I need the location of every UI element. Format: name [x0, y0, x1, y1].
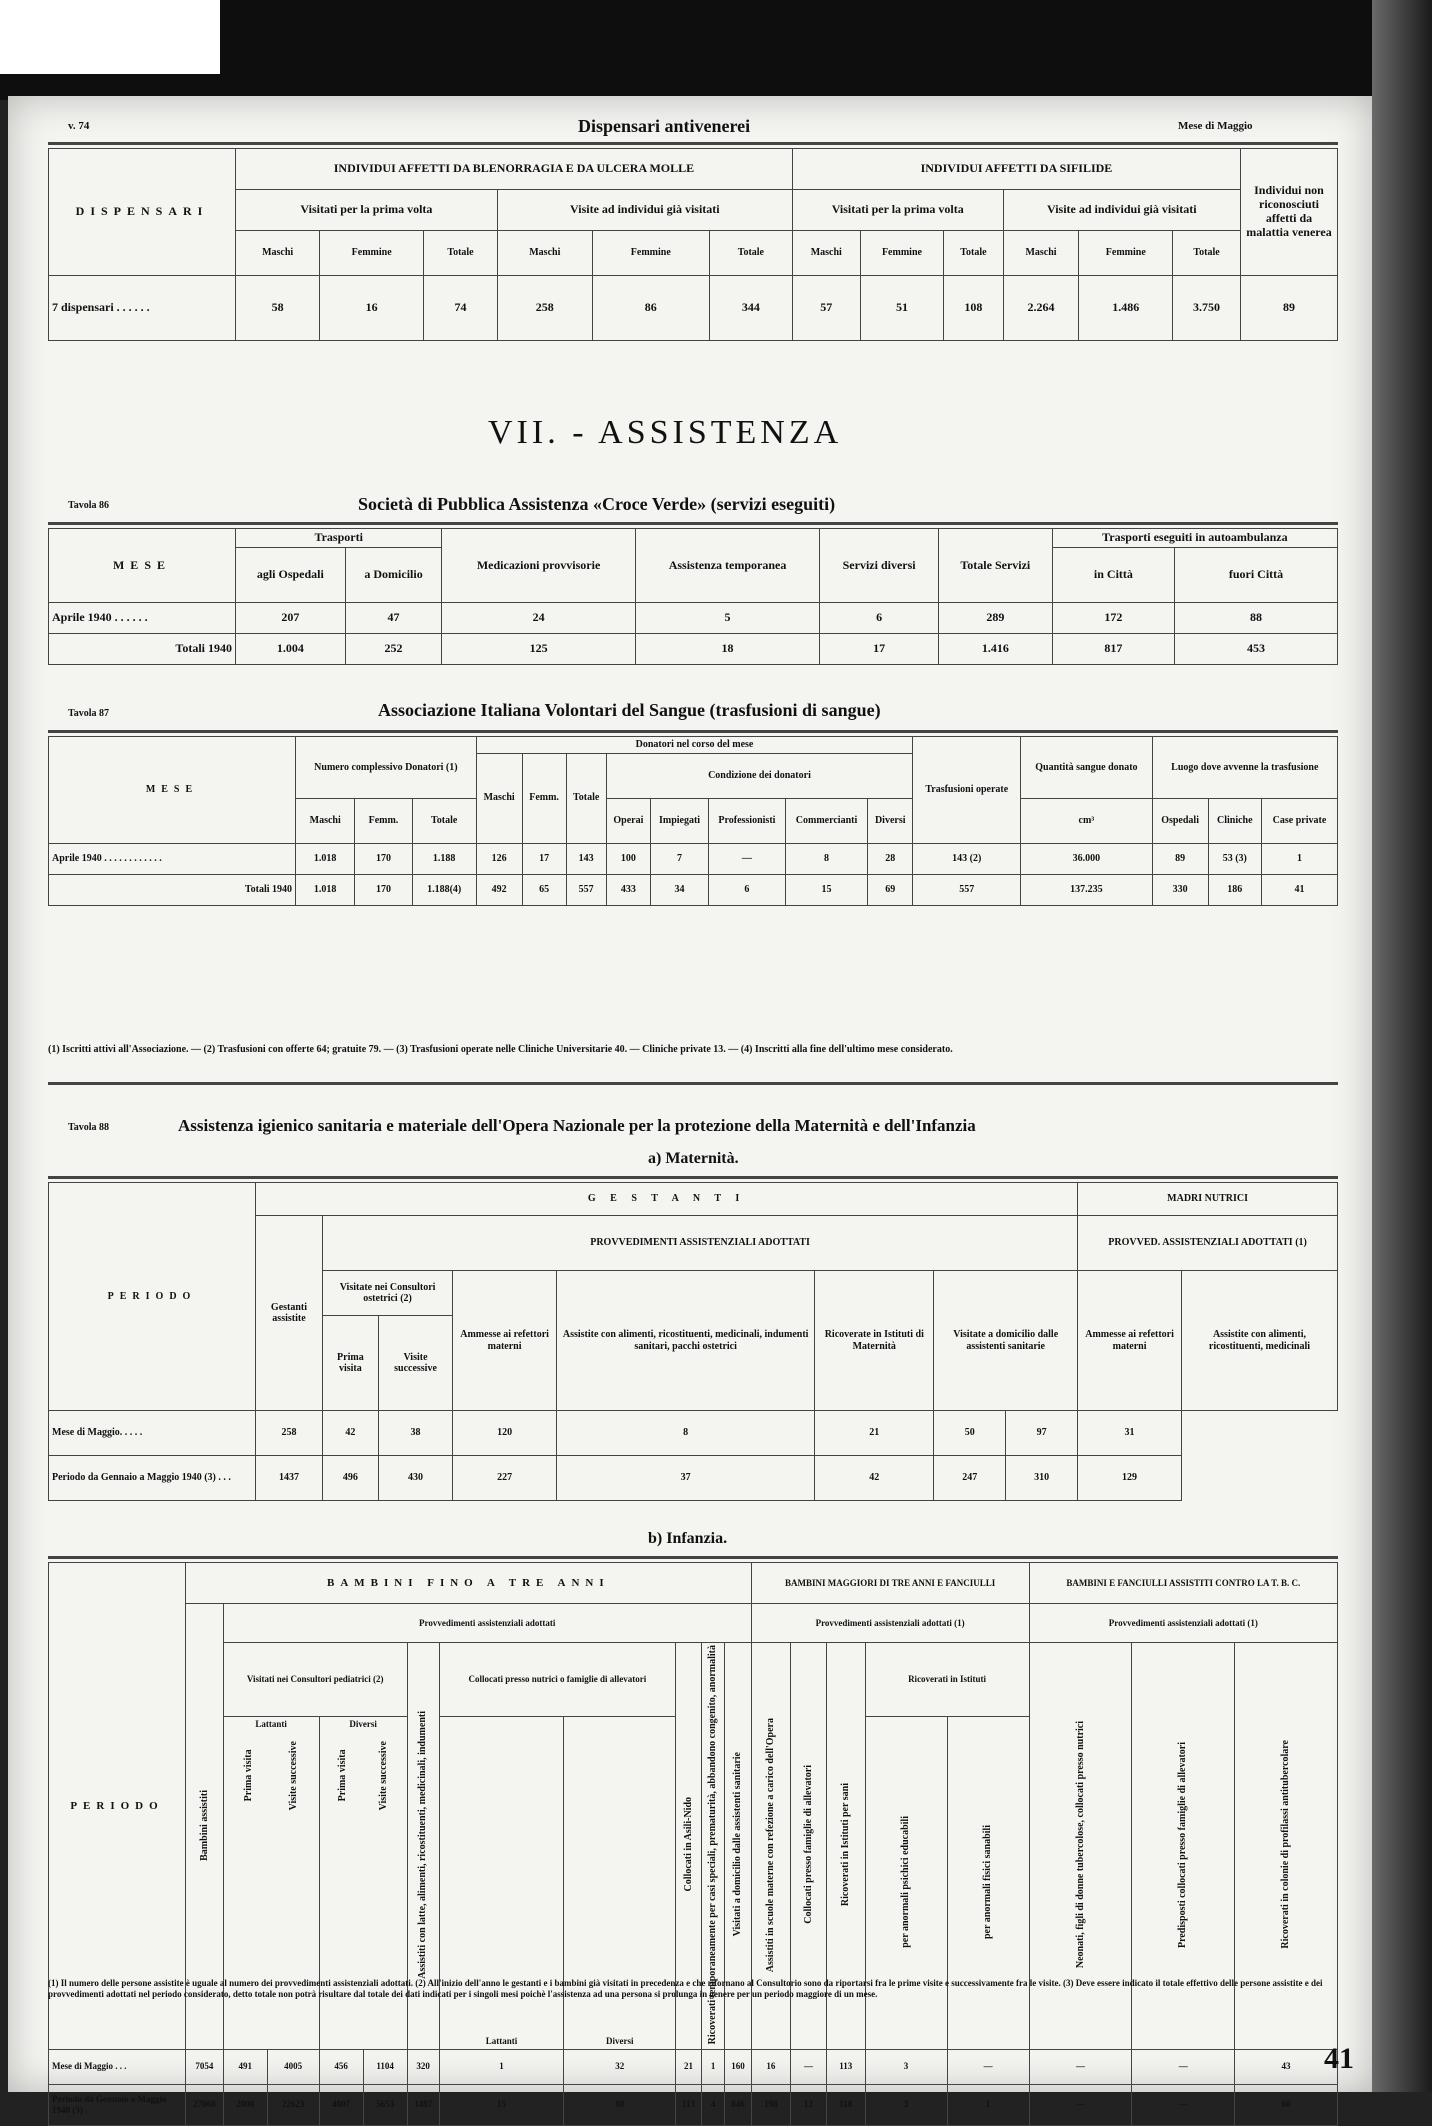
col-totale: Totale [944, 231, 1003, 276]
cell: 24 [442, 602, 635, 633]
cell: 2000 [223, 2084, 267, 2125]
cell: 252 [345, 633, 442, 664]
header-ospedali: Ospedali [1152, 798, 1208, 843]
header-maschi: Maschi [476, 753, 522, 843]
cell: 89 [1152, 843, 1208, 874]
cell: 143 (2) [913, 843, 1021, 874]
vertical-label: Visitati a domicilio dalle assistenti sanitarie [732, 1752, 744, 1937]
cell: 1.018 [296, 843, 355, 874]
header-servizi-diversi: Servizi diversi [820, 529, 939, 603]
cell: 113 [826, 2049, 865, 2084]
cell: 58 [236, 276, 320, 341]
cell: 1.188 [412, 843, 476, 874]
cell: 65 [522, 874, 566, 905]
cell: 817 [1052, 633, 1174, 664]
vertical-label: Prima visita [337, 1750, 349, 1803]
table-87-title: Associazione Italiana Volontari del Sangue (trasfusioni di sangue) [378, 700, 881, 720]
row-label: Mese di Maggio . . . [49, 2049, 186, 2084]
cell: 15 [439, 2084, 564, 2125]
cell: 846 [725, 2084, 751, 2125]
table-row [49, 1456, 1338, 1501]
header-numero-donatori: Numero complessivo Donatori (1) [296, 737, 477, 799]
rule [48, 1556, 1338, 1559]
header-luogo: Luogo dove avvenne la trasfusione [1152, 737, 1337, 799]
header-ammesse-refettori-2: Ammesse ai refettori materni [1078, 1271, 1182, 1411]
table-88a [48, 1182, 1338, 1501]
header-quantita: Quantità sangue donato [1021, 737, 1152, 799]
cell: 3 [865, 2084, 947, 2125]
cell: 491 [223, 2049, 267, 2084]
header-visitati-consultori: Visitati nei Consultori pediatrici (2) [223, 1643, 407, 1717]
cell: 38 [378, 1411, 452, 1456]
cell: 170 [355, 843, 412, 874]
row-label: Periodo da Gennaio a Maggio 1940 (3) . [49, 2084, 186, 2125]
cell: 186 [1208, 874, 1261, 905]
cell: 12 [791, 2084, 827, 2125]
cell: 258 [497, 276, 592, 341]
header-medicazioni: Medicazioni provvisorie [442, 529, 635, 603]
header-totale: Totale [566, 753, 606, 843]
col-femmine: Femmine [860, 231, 944, 276]
table-row [49, 874, 1338, 905]
vertical-label: Visite successive [377, 1741, 389, 1811]
cell: 330 [1152, 874, 1208, 905]
cell: 3.750 [1173, 276, 1241, 341]
cell: 1487 [407, 2084, 439, 2125]
header-totale-servizi: Totale Servizi [938, 529, 1052, 603]
table-87-tab-label: Tavola 87 [68, 708, 110, 719]
cell: 247 [934, 1456, 1006, 1501]
header-provvedimenti: PROVVEDIMENTI ASSISTENZIALI ADOTTATI [322, 1216, 1077, 1271]
rule [48, 1082, 1338, 1085]
header-assistite-2: Assistite con alimenti, ricostituenti, medicinali [1181, 1271, 1337, 1411]
cell: 57 [792, 276, 860, 341]
cell: 557 [566, 874, 606, 905]
cell: 43 [1235, 2049, 1338, 2084]
cell: 344 [709, 276, 792, 341]
cell: 27060 [186, 2084, 224, 2125]
cell: — [1029, 2084, 1132, 2125]
header-assistenza: Assistenza temporanea [635, 529, 820, 603]
table-row [49, 2084, 1338, 2125]
header-visitate-domicilio: Visitate a domicilio dalle assistenti sanitarie [934, 1271, 1078, 1411]
cell: 8 [785, 843, 867, 874]
cell: 86 [592, 276, 709, 341]
header-bambini-tre-anni: BAMBINI FINO A TRE ANNI [186, 1563, 752, 1604]
header-gestanti-assistite: Gestanti assistite [256, 1216, 323, 1411]
header-assistite-alimenti: Assistite con alimenti, ricostituenti, medicinali, indumenti sanitari, pacchi ostetrici [556, 1271, 814, 1411]
header-ammesse-refettori: Ammesse ai refettori materni [453, 1271, 557, 1411]
cell: 21 [676, 2049, 702, 2084]
cell: 97 [1006, 1411, 1078, 1456]
header-visitate-consultori: Visitate nei Consultori ostetrici (2) [322, 1271, 452, 1316]
cell: 1437 [256, 1456, 323, 1501]
cell: 160 [725, 2049, 751, 2084]
rule [48, 142, 1338, 145]
header-cliniche: Cliniche [1208, 798, 1261, 843]
cell: 1.486 [1079, 276, 1173, 341]
table-88-tab-label: Tavola 88 [68, 1122, 110, 1133]
document-page [8, 96, 1372, 2115]
cell: — [708, 843, 785, 874]
page-number: 41 [1324, 2042, 1354, 2075]
cell: 69 [868, 874, 913, 905]
cell: 125 [442, 633, 635, 664]
cell: 5653 [363, 2084, 407, 2125]
cell: 3 [865, 2049, 947, 2084]
cell: 28 [868, 843, 913, 874]
diversi-subheaders [323, 1741, 404, 1810]
col-totale: Totale [1173, 231, 1241, 276]
cell: 1.018 [296, 874, 355, 905]
cell: 456 [319, 2049, 363, 2084]
cell: 207 [236, 602, 346, 633]
cell: 53 (3) [1208, 843, 1261, 874]
col-totale: Totale [424, 231, 498, 276]
header-professionisti: Professionisti [708, 798, 785, 843]
vertical-label: Prima visita [243, 1750, 255, 1803]
subtitle-maternita: a) Maternità. [648, 1150, 739, 1167]
row-label: Totali 1940 [49, 633, 236, 664]
cell: 170 [355, 874, 412, 905]
header-ricoverate: Ricoverate in Istituti di Maternità [815, 1271, 934, 1411]
header-sifilide: INDIVIDUI AFFETTI DA SIFILIDE [792, 149, 1240, 190]
header-domicilio: a Domicilio [345, 547, 442, 602]
table-88b [48, 1562, 1338, 2126]
header-lattanti-2: Lattanti [439, 1717, 564, 2050]
col-maschi: Maschi [497, 231, 592, 276]
header-mese: MESE [49, 529, 236, 603]
cell: 4007 [319, 2084, 363, 2125]
cell: 6 [820, 602, 939, 633]
rule [48, 730, 1338, 733]
header-diversi-2: Diversi [564, 1717, 676, 2050]
col-maschi: Maschi [792, 231, 860, 276]
table-74-tab-label: v. 74 [68, 120, 90, 132]
vertical-label: Assistiti con latte, alimenti, ricostituenti, medicinali, indumenti [417, 1710, 429, 1979]
header-femm: Femm. [355, 798, 412, 843]
cell: 5 [635, 602, 820, 633]
cell: 1.004 [236, 633, 346, 664]
header-condizione: Condizione dei donatori [606, 753, 913, 798]
header-visite-successive: Visite successive [378, 1316, 452, 1411]
vertical-label: Ricoverati in colonie di profilassi antitubercolare [1280, 1740, 1292, 1949]
table-87-notes: (1) Iscritti attivi all'Associazione. — (2) Trasfusioni con offerte 64; gratuite 79. — (3) Trasfusioni operate nelle Cliniche Universitarie 40. — Cliniche private 13. — (4) Inscritti alla fine dell'ultimo mese considerato. [48, 1044, 953, 1055]
col-totale: Totale [709, 231, 792, 276]
col-femmine: Femmine [320, 231, 424, 276]
col-femmine: Femmine [592, 231, 709, 276]
vertical-label: Assistiti in scuole materne con refezione a carico dell'Opera [765, 1717, 777, 1972]
cell: 129 [1078, 1456, 1182, 1501]
vertical-label: Predisposti collocati presso famiglie di allevatori [1177, 1741, 1189, 1948]
cell: 492 [476, 874, 522, 905]
cell: 88 [1175, 602, 1338, 633]
header-provvedimenti-2: Provvedimenti assistenziali adottati (1) [751, 1604, 1029, 1643]
cell: 126 [476, 843, 522, 874]
header-case-private: Case private [1261, 798, 1337, 843]
cell: 453 [1175, 633, 1338, 664]
table-74 [48, 148, 1338, 341]
table-row [49, 633, 1338, 664]
table-row [49, 276, 1338, 341]
table-86-tab-label: Tavola 86 [68, 500, 110, 511]
cell: 51 [860, 276, 944, 341]
row-label: Periodo da Gennaio a Maggio 1940 (3) . . . [49, 1456, 256, 1501]
cell: 118 [826, 2084, 865, 2125]
cell: 21 [815, 1411, 934, 1456]
table-86-title: Società di Pubblica Assistenza «Croce Verde» (servizi eseguiti) [358, 494, 836, 514]
table-87 [48, 736, 1338, 906]
header-maschi: Maschi [296, 798, 355, 843]
header-femm: Femm. [522, 753, 566, 843]
section-title: VII. - ASSISTENZA [488, 414, 843, 451]
header-dispensari: DISPENSARI [49, 149, 236, 276]
cell: 2.264 [1003, 276, 1079, 341]
cell: 4005 [267, 2049, 319, 2084]
cell: 74 [424, 276, 498, 341]
month-label: Mese di Maggio [1178, 120, 1253, 132]
header-tbc: BAMBINI E FANCIULLI ASSISTITI CONTRO LA T. B. C. [1029, 1563, 1337, 1604]
header-commercianti: Commercianti [785, 798, 867, 843]
cell: 120 [453, 1411, 557, 1456]
table-row [49, 843, 1338, 874]
vertical-label: Visite successive [287, 1741, 299, 1811]
cell: 6 [708, 874, 785, 905]
cell: 198 [751, 2084, 791, 2125]
cell: — [1132, 2084, 1235, 2125]
header-madri-nutrici: MADRI NUTRICI [1078, 1183, 1338, 1216]
cell: 1 [439, 2049, 564, 2084]
scan-page-edge [1372, 0, 1432, 2092]
row-label: Totali 1940 [49, 874, 296, 905]
cell: 89 [1241, 276, 1338, 341]
rule [48, 522, 1338, 525]
header-visitati-prima-2: Visitati per la prima volta [792, 190, 1003, 231]
vertical-label: Neonati, figli di donne tubercolose, collocati presso nutrici [1074, 1721, 1086, 1969]
cell: 1104 [363, 2049, 407, 2084]
col-femmine: Femmine [1079, 231, 1173, 276]
cell: 8 [556, 1411, 814, 1456]
cell: 34 [651, 874, 709, 905]
cell: 37 [556, 1456, 814, 1501]
table-86 [48, 528, 1338, 665]
row-label: 7 dispensari . . . . . . [49, 276, 236, 341]
header-gestanti: G E S T A N T I [256, 1183, 1078, 1216]
cell: 430 [378, 1456, 452, 1501]
table-88-title: Assistenza igienico sanitaria e materiale dell'Opera Nazionale per la protezione della Maternità e dell'Infanzia [178, 1116, 976, 1135]
cell: 16 [751, 2049, 791, 2084]
cell: 310 [1006, 1456, 1078, 1501]
vertical-label: per anormali fisici sanabili [982, 1824, 994, 1939]
header-citta: in Città [1052, 547, 1174, 602]
vertical-label: Ricoverati in Istituti per sani [839, 1783, 851, 1907]
cell: 137.235 [1021, 874, 1152, 905]
cell: 15 [785, 874, 867, 905]
cell: 1.188(4) [412, 874, 476, 905]
header-diversi: Diversi [868, 798, 913, 843]
cell: 227 [453, 1456, 557, 1501]
cell: 7 [651, 843, 709, 874]
cell: — [947, 2049, 1029, 2084]
header-ricoverati-istituti: Ricoverati in Istituti [865, 1643, 1029, 1717]
cell: 7054 [186, 2049, 224, 2084]
cell: 18 [635, 633, 820, 664]
header-bambini-maggiori: BAMBINI MAGGIORI DI TRE ANNI E FANCIULLI [751, 1563, 1029, 1604]
row-label: Aprile 1940 . . . . . . . . . . . . [49, 843, 296, 874]
header-ospedali: agli Ospedali [236, 547, 346, 602]
cell: 17 [522, 843, 566, 874]
cell: 143 [566, 843, 606, 874]
cell: — [1132, 2049, 1235, 2084]
cell: 100 [606, 843, 650, 874]
header-visitati-prima: Visitati per la prima volta [236, 190, 498, 231]
vertical-label: Collocati presso famiglie di allevatori [802, 1765, 814, 1924]
cell: 60 [1235, 2084, 1338, 2125]
header-fuori-citta: fuori Città [1175, 547, 1338, 602]
header-periodo: PERIODO [49, 1563, 186, 2050]
row-label: Aprile 1940 . . . . . . [49, 602, 236, 633]
header-trasfusioni: Trasfusioni operate [913, 737, 1021, 844]
cell: — [1029, 2049, 1132, 2084]
header-prima-visita: Prima visita [322, 1316, 378, 1411]
header-provvedimenti-3: Provvedimenti assistenziali adottati (1) [1029, 1604, 1337, 1643]
cell: 172 [1052, 602, 1174, 633]
header-operai: Operai [606, 798, 650, 843]
vertical-label: Bambini assistiti [198, 1789, 210, 1861]
subtitle-infanzia: b) Infanzia. [648, 1530, 728, 1547]
header-mese: MESE [49, 737, 296, 844]
cell: 1 [1261, 843, 1337, 874]
header-autoambulanza: Trasporti eseguiti in autoambulanza [1052, 529, 1337, 548]
table-74-title: Dispensari antivenerei [578, 116, 751, 136]
header-visite-gia: Visite ad individui già visitati [497, 190, 792, 231]
cell: 42 [815, 1456, 934, 1501]
cell: 496 [322, 1456, 378, 1501]
cell: 433 [606, 874, 650, 905]
cell: — [791, 2049, 827, 2084]
row-label: Mese di Maggio. . . . . [49, 1411, 256, 1456]
header-provvedimenti-2: PROVVED. ASSISTENZIALI ADOTTATI (1) [1078, 1216, 1338, 1271]
cell: 108 [944, 276, 1003, 341]
vertical-label: per anormali psichici educabili [900, 1815, 912, 1948]
cell: 258 [256, 1411, 323, 1456]
col-maschi: Maschi [236, 231, 320, 276]
cell: 80 [564, 2084, 676, 2125]
cell: 31 [1078, 1411, 1182, 1456]
cell: 50 [934, 1411, 1006, 1456]
col-maschi: Maschi [1003, 231, 1079, 276]
cell: 557 [913, 874, 1021, 905]
header-trasporti: Trasporti [236, 529, 442, 548]
header-lattanti: Lattanti [255, 1719, 287, 1730]
cell: 320 [407, 2049, 439, 2084]
cell: 289 [938, 602, 1052, 633]
cell: 32 [564, 2049, 676, 2084]
header-blenorragia: INDIVIDUI AFFETTI DA BLENORRAGIA E DA ULCERA MOLLE [236, 149, 793, 190]
cell: 47 [345, 602, 442, 633]
header-donatori-mese: Donatori nel corso del mese [476, 737, 913, 754]
cell: 16 [320, 276, 424, 341]
header-collocati-nutrici: Collocati presso nutrici o famiglie di allevatori [439, 1643, 676, 1717]
header-provvedimenti: Provvedimenti assistenziali adottati [223, 1604, 751, 1643]
cell: 1 [701, 2049, 725, 2084]
cell: 36.000 [1021, 843, 1152, 874]
table-row [49, 602, 1338, 633]
table-row [49, 2049, 1338, 2084]
rule [48, 1176, 1338, 1179]
header-periodo: PERIODO [49, 1183, 256, 1411]
header-totale: Totale [412, 798, 476, 843]
header-visite-gia-2: Visite ad individui già visitati [1003, 190, 1240, 231]
cell: 42 [322, 1411, 378, 1456]
cell: 22623 [267, 2084, 319, 2125]
vertical-label: Collocati in Asili-Nido [682, 1797, 694, 1892]
cell: 1.416 [938, 633, 1052, 664]
table-row [49, 1411, 1338, 1456]
header-diversi: Diversi [349, 1719, 377, 1730]
cell: 41 [1261, 874, 1337, 905]
cell: 113 [676, 2084, 702, 2125]
cell: 1 [947, 2084, 1029, 2125]
cell: 4 [701, 2084, 725, 2125]
header-impiegati: Impiegati [651, 798, 709, 843]
table-88-notes: (1) Il numero delle persone assistite è uguale al numero dei provvedimenti assistenziali adottati. (2) All'inizio dell'anno le gestanti e i bambini già visitati in precedenza e che ritornano al Consultorio sono da riportarsi fra le prime visite e successivamente fra le visite. (3) Deve essere indicato il totale effettivo delle persone assistite e dei provvedimenti adottati nel periodo considerato, detto totale non potrà risultare dal totale dei dati indicati per i singoli mesi poichè l'assistenza ad una persona si prolunga in genere per un periodo maggiore di un mese. [48, 1978, 1323, 2000]
lattanti-subheaders [227, 1741, 316, 1810]
header-non-riconosciuti: Individui non riconosciuti affetti da malattia venerea [1241, 149, 1338, 276]
vertical-label: Ricoverati temporaneamente per casi speciali, prematurità, abbandono congenito, anormalità [707, 1645, 719, 2045]
cell: 17 [820, 633, 939, 664]
header-cm3: cm³ [1021, 798, 1152, 843]
scan-white-tab [0, 0, 220, 74]
